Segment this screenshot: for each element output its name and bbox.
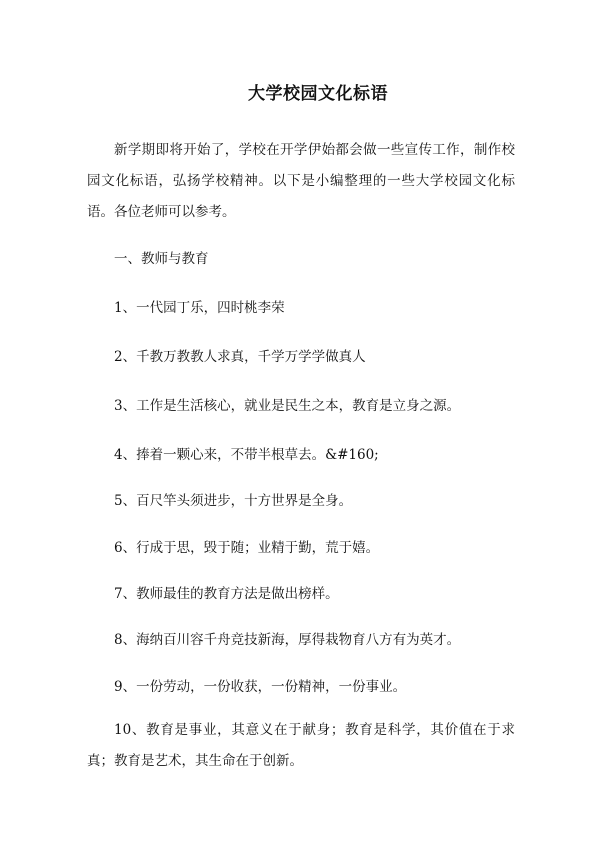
document-title: 大学校园文化标语 <box>248 84 388 104</box>
slogan-item: 10、教育是事业，其意义在于献身；教育是科学，其价值在于求真；教育是艺术，其生命在于创新。 <box>87 722 515 769</box>
slogan-item: 1、一代园丁乐，四时桃李荣 <box>114 300 285 316</box>
slogan-item: 2、千教万教教人求真，千学万学学做真人 <box>114 349 366 365</box>
slogan-item: 3、工作是生活核心，就业是民生之本，教育是立身之源。 <box>114 398 461 414</box>
slogan-item: 9、一份劳动，一份收获，一份精神，一份事业。 <box>114 679 407 695</box>
slogan-item: 7、教师最佳的教育方法是做出榜样。 <box>114 586 339 602</box>
slogan-item: 8、海纳百川容千舟竞技新海，厚得栽物育八方有为英才。 <box>114 632 461 648</box>
intro-paragraph: 新学期即将开始了，学校在开学伊始都会做一些宣传工作，制作校园文化标语，弘扬学校精神。以下是小编整理的一些大学校园文化标语。各位老师可以参考。 <box>87 142 515 220</box>
slogan-item: 6、行成于思，毁于随；业精于勤，荒于嬉。 <box>114 540 380 556</box>
section-heading: 一、教师与教育 <box>114 251 209 267</box>
slogan-item: 5、百尺竿头须进步，十方世界是全身。 <box>114 493 353 509</box>
slogan-item: 4、捧着一颗心来，不带半根草去。&#160; <box>114 447 379 463</box>
